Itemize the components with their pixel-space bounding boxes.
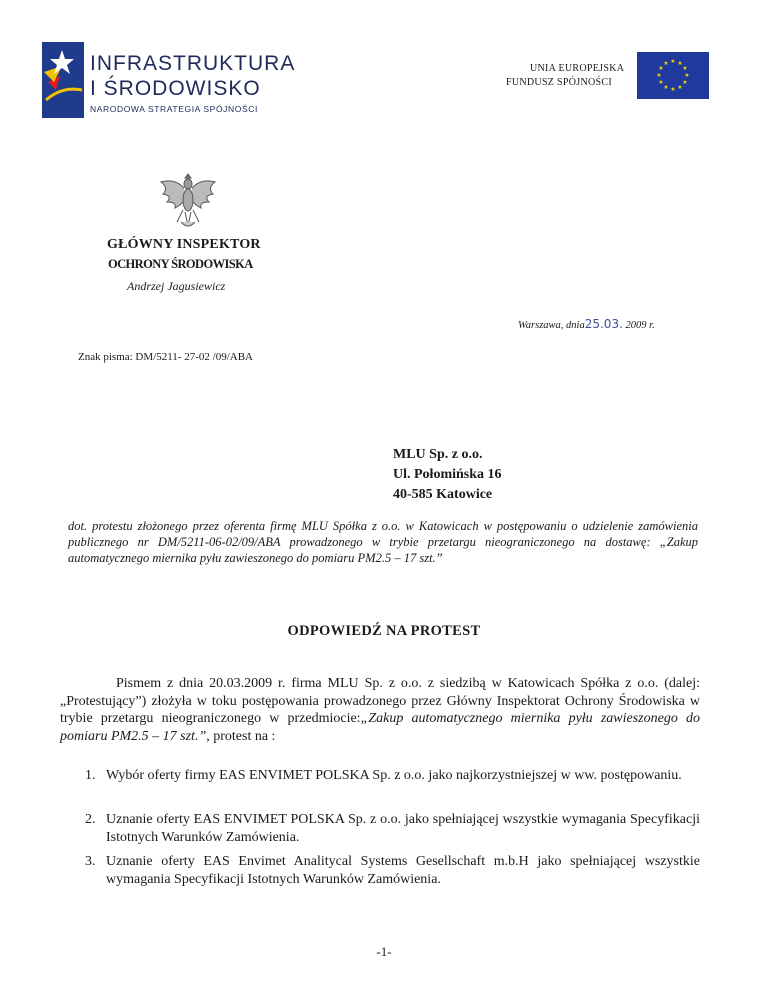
list-item-text: Wybór oferty firmy EAS ENVIMET POLSKA Sp. z o.o. jako najkorzystniejszej w ww. postępowaniu. (106, 768, 682, 783)
svg-text:★: ★ (670, 86, 676, 93)
date-line (518, 317, 655, 331)
list-item (85, 853, 700, 888)
program-title-line1: INFRASTRUKTURA (90, 52, 296, 75)
intro-paragraph (60, 675, 700, 745)
list-item-number: 1. (85, 768, 96, 783)
date-handwritten: 25.03. (584, 317, 623, 331)
recipient-street: Ul. Połomińska 16 (393, 467, 502, 482)
page-number: -1- (376, 944, 392, 959)
recipient-city: 40-585 Katowice (393, 487, 493, 502)
svg-text:★: ★ (658, 79, 664, 86)
subject-paragraph: dot. protestu złożonego przez oferenta firmę MLU Spółka z o.o. w Katowicach w postępowaniu o udzielenie zamówienia publicznego nr DM/5211-06-02/09/ABA prowadzonego w trybie przetargu nieograniczonego na dostawę: „Zakup automatycznego miernika pyłu zawieszonego do pomiaru PM2.5 – 17 szt.” (68, 519, 698, 565)
list-item-number: 2. (85, 812, 96, 827)
list-item-text: Uznanie oferty EAS Envimet Analitycal Systems Gesellschaft m.b.H jako spełniającej wszystkie wymagania Specyfikacji Istotnych Warunków Zamówienia. (106, 854, 700, 887)
intro-tail: , protest na : (206, 728, 276, 744)
eu-flag-icon (637, 52, 709, 99)
svg-text:★: ★ (658, 65, 664, 72)
recipient-address (393, 445, 502, 505)
svg-text:★: ★ (670, 58, 676, 65)
sender-office: OCHRONY ŚRODOWISKA (108, 257, 253, 271)
reference-number: Znak pisma: DM/5211- 27-02 /09/ABA (78, 351, 253, 363)
svg-text:★: ★ (684, 72, 690, 79)
program-subtitle: NARODOWA STRATEGIA SPÓJNOŚCI (90, 104, 258, 114)
svg-text:★: ★ (663, 60, 669, 67)
infrastruktura-logo-icon (42, 42, 84, 118)
list-item (85, 767, 700, 785)
svg-text:★: ★ (682, 65, 688, 72)
recipient-name: MLU Sp. z o.o. (393, 447, 483, 462)
document-heading: ODPOWIEDŹ NA PROTEST (287, 623, 481, 639)
list-item (85, 811, 700, 846)
list-item-number: 3. (85, 854, 96, 869)
list-item-text: Uznanie oferty EAS ENVIMET POLSKA Sp. z o.o. jako spełniającej wszystkie wymagania Specyfikacji Istotnych Warunków Zamówienia. (106, 812, 700, 845)
sender-title: GŁÓWNY INSPEKTOR (107, 237, 261, 252)
sender-name: Andrzej Jagusiewicz (127, 279, 226, 293)
svg-text:★: ★ (663, 84, 669, 91)
program-title-line2: I ŚRODOWISKO (90, 77, 261, 100)
svg-text:★: ★ (682, 79, 688, 86)
svg-text:★: ★ (656, 72, 662, 79)
intro-text: Pismem z dnia 20.03.2009 r. firma MLU Sp. z o.o. z siedzibą w Katowicach Spółka z o.o. (dalej: „Protestujący”) złożyła w toku postępowania prowadzonego przez Główny Inspektorat Ochrony Środowiska w trybie przetargu nieograniczonego w przedmiocie: (60, 676, 700, 726)
svg-text:★: ★ (677, 84, 683, 91)
eu-fund-label: FUNDUSZ SPÓJNOŚCI (506, 77, 612, 88)
polish-eagle-emblem-icon (155, 168, 221, 230)
date-prefix: Warszawa, dnia (518, 320, 585, 331)
intro-subject-title: „Zakup automatycznego miernika pyłu zawieszonego do pomiaru PM2.5 – 17 szt.” (60, 711, 700, 744)
date-suffix: 2009 r. (625, 320, 655, 331)
eu-label: UNIA EUROPEJSKA (530, 63, 625, 74)
svg-text:★: ★ (677, 60, 683, 67)
